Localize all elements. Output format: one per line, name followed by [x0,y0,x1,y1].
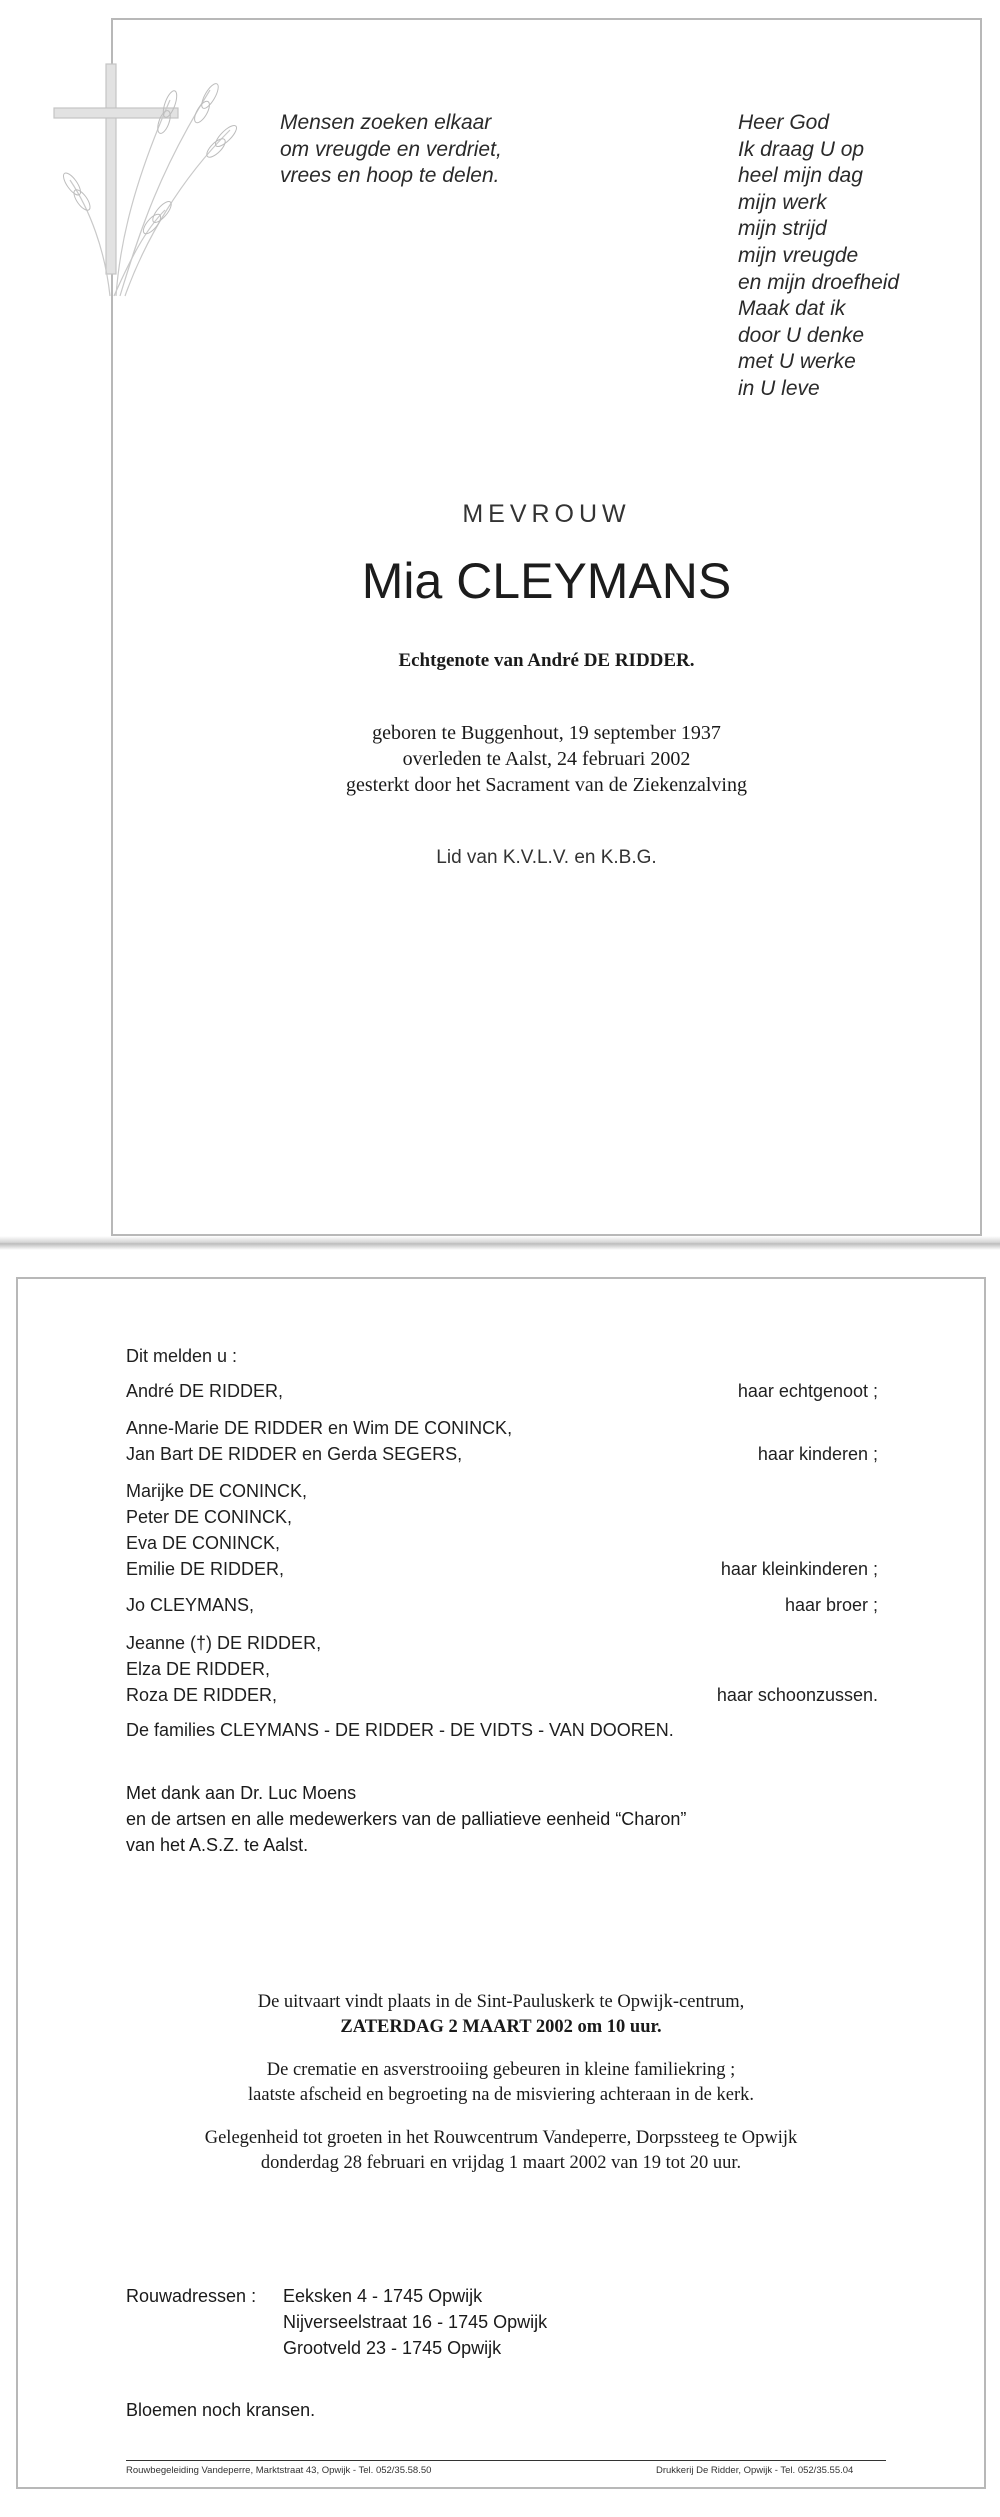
deceased-name: Mia CLEYMANS [361,553,732,609]
flowers-note: Bloemen noch kransen. [126,2400,316,2420]
poem-line: met U werke [738,350,856,374]
poem-line: Heer God [738,111,830,134]
poem-line: heel mijn dag [738,164,863,188]
poem-line: vrees en hoop te delen. [280,164,500,188]
family-member: Marijke DE CONINCK, [126,1481,308,1501]
thanks-block [126,1780,686,1858]
family-member: Elza DE RIDDER, [126,1659,271,1679]
poem-line: en mijn droefheid [738,270,900,294]
relation-label: haar kleinkinderen ; [720,1559,878,1579]
visitation-line: Gelegenheid tot groeten in het Rouwcentrum Vandeperre, Dorpssteeg te Opwijk [204,2128,798,2148]
family-member: Jo CLEYMANS, [126,1595,255,1615]
spouse-line: Echtgenote van André DE RIDDER. [398,650,695,671]
poem-line: in U leve [738,376,820,400]
poem-line: Mensen zoeken elkaar [280,111,492,134]
announcement-intro [126,1343,878,1369]
cross-with-wheat-icon [50,60,240,300]
relation-label: haar kinderen ; [757,1444,878,1464]
life-details [111,720,982,798]
poem-line: mijn strijd [738,217,827,241]
membership-line: Lid van K.V.L.V. en K.B.G. [436,847,657,868]
cremation-block [16,2058,986,2108]
family-group-children [126,1415,878,1467]
honorific: MEVROUW [462,500,631,528]
death-line: overleden te Aalst, 24 februari 2002 [402,748,691,770]
family-group-spouse [126,1378,878,1404]
address-line: Grootveld 23 - 1745 Opwijk [283,2338,502,2358]
family-group-sisters-in-law [126,1630,878,1708]
poem-right [738,110,899,403]
poem-line: om vreugde en verdriet, [280,137,502,161]
relation-label: haar schoonzussen. [716,1685,878,1705]
funeral-location-block [16,1990,986,2040]
poem-line: door U denke [738,323,865,347]
family-member: Roza DE RIDDER, [126,1685,278,1705]
family-group-grandchildren [126,1478,878,1582]
footer-printer: Drukkerij De Ridder, Opwijk - Tel. 052/35.55.04 [656,2465,854,2476]
poem-line: Maak dat ik [738,297,846,321]
mourning-addresses-label: Rouwadressen : [126,2286,257,2306]
thanks-line: van het A.S.Z. te Aalst. [126,1835,309,1855]
visitation-line: donderdag 28 februari en vrijdag 1 maart 2002 van 19 tot 20 uur. [260,2153,742,2173]
relation-label: haar broer ; [784,1595,878,1615]
family-member: Peter DE CONINCK, [126,1507,293,1527]
family-member: Anne-Marie DE RIDDER en Wim DE CONINCK, [126,1418,513,1438]
poem-line: Ik draag U op [738,137,865,161]
family-member: Emilie DE RIDDER, [126,1559,285,1579]
address-line: Nijverseelstraat 16 - 1745 Opwijk [283,2312,548,2332]
cremation-line: De crematie en asverstrooiing gebeuren in kleine familiekring ; [266,2060,736,2080]
family-member: Eva DE CONINCK, [126,1533,281,1553]
family-member: Jeanne (†) DE RIDDER, [126,1633,322,1653]
poem-left [280,110,502,190]
page-fold-shadow [0,1236,1000,1250]
thanks-line: en de artsen en alle medewerkers van de palliatieve eenheid “Charon” [126,1809,687,1829]
footer-funeral-director: Rouwbegeleiding Vandeperre, Marktstraat 43, Opwijk - Tel. 052/35.58.50 [126,2465,432,2476]
footer-divider [126,2460,886,2461]
thanks-line: Met dank aan Dr. Luc Moens [126,1783,357,1803]
visitation-block [16,2126,986,2176]
family-group-brother [126,1592,878,1618]
families-text: De families CLEYMANS - DE RIDDER - DE VIDTS - VAN DOOREN. [126,1720,674,1740]
funeral-date-time: ZATERDAG 2 MAART 2002 om 10 uur. [340,2017,662,2037]
address-line: Eeksken 4 - 1745 Opwijk [283,2286,483,2306]
announcement-intro-text: Dit melden u : [126,1346,238,1366]
family-member: Jan Bart DE RIDDER en Gerda SEGERS, [126,1444,463,1464]
birth-line: geboren te Buggenhout, 19 september 1937 [372,722,721,744]
families-line [126,1717,878,1743]
family-member: André DE RIDDER, [126,1381,284,1401]
poem-line: mijn werk [738,190,827,214]
poem-line: mijn vreugde [738,243,859,267]
relation-label: haar echtgenoot ; [737,1381,878,1401]
sacrament-line: gesterkt door het Sacrament van de Ziekenzalving [346,774,747,796]
cremation-line: laatste afscheid en begroeting na de misviering achteraan in de kerk. [248,2085,754,2105]
funeral-location: De uitvaart vindt plaats in de Sint-Pauluskerk te Opwijk-centrum, [257,1992,745,2012]
